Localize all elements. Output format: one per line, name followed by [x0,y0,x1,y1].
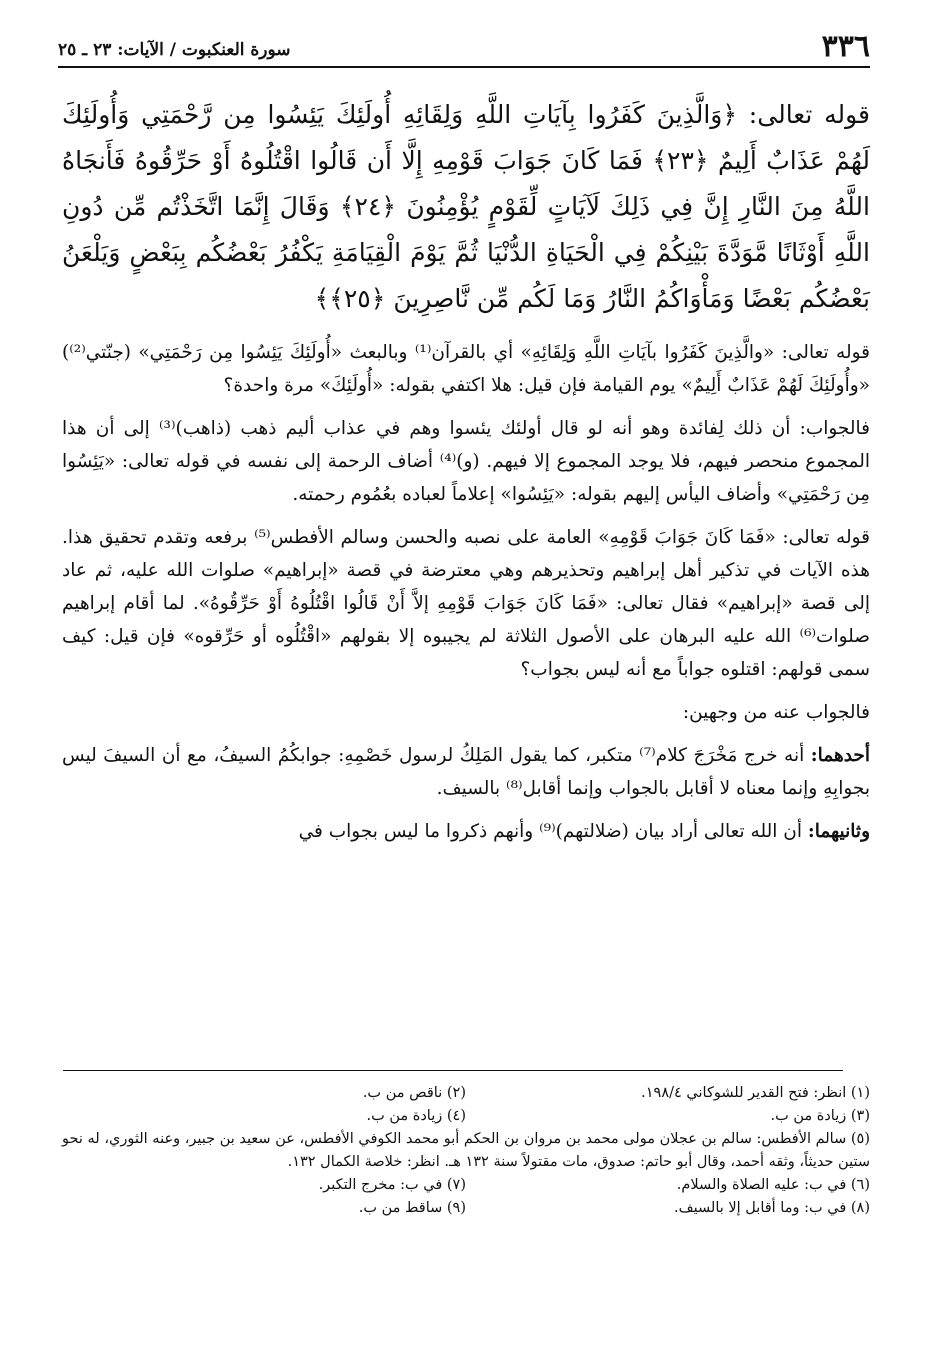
running-title: سورة العنكبوت / الآيات: ٢٣ ـ ٢٥ [58,40,291,60]
footnote-3: (٣) زيادة من ب. [770,1108,870,1124]
footnote-row [62,1105,870,1128]
footnote-7: (٧) في ب: مخرج التكبر. [318,1177,466,1193]
paragraph-5-text: أنه خرج مَخْرَجَ كلام⁽⁷⁾ متكبر، كما يقول المَلِكُ لرسول خَصْمِهِ: جوابكُمُ السيفُ، مع أن السيفَ ليس بجوابِهِ وإنما معناه لا أقابل بالجواب وإنما أقابل⁽⁸⁾ بالسيف. [62,745,870,799]
footnotes [62,1082,870,1220]
footnote-5: (٥) سالم الأفطس: سالم بن عجلان مولى محمد بن مروان بن الحكم أبو محمد الكوفي الأفطس، عن سعيد بن جبير، وعنه الثوري، له نحو ستين حديثاً، وثقه أحمد، وقال أبو حاتم: صدوق، مات مقتولاً سنة ١٣٢ هـ. انظر: خلاصة الكمال ١٣٢. [62,1131,870,1170]
footnote-4: (٤) زيادة من ب. [366,1108,466,1124]
paragraph-1: قوله تعالى: «والَّذِينَ كَفَرُوا بآيَاتِ اللَّهِ وَلِقَائِهِ» أي بالقرآن⁽¹⁾ وبالبعث «أُولَئِكَ يَئِسُوا مِن رَحْمَتِي» (جنّتي⁽²⁾) «وأُولَئِكَ لَهُمْ عَذَابٌ أَلِيمٌ» يوم القيامة فإن قيل: هلا اكتفي بقوله: «أُولَئِكَ» مرة واحدة؟ [62,342,870,396]
paragraph-3: قوله تعالى: «فَمَا كَانَ جَوَابَ قَوْمِهِ» العامة على نصبه والحسن وسالم الأفطس⁽⁵⁾ برفعه وتقدم تحقيق هذا. هذه الآيات في تذكير أهل إبراهيم وتحذيرهم وهي معترضة في قصة «إبراهيم» صلوات الله عليه، ثم عاد إلى قصة «إبراهيم» فقال تعالى: «فَمَا كَانَ جَوَابَ قَوْمِهِ إلاَّ أَنْ قَالُوا اقْتُلُوهُ أَوْ حَرِّقُوهُ». لما أقام إبراهيم صلوات⁽⁶⁾ الله عليه البرهان على الأصول الثلاثة لم يجيبوه إلا بقولهم «اقْتُلُوه أو حَرِّقوه» فإن قيل: كيف سمى قولهم: اقتلوه جواباً مع أنه ليس بجواب؟ [62,527,870,680]
footnote-row [62,1082,870,1105]
paragraph-5 [62,739,870,805]
footnote-1: (١) انظر: فتح القدير للشوكاني ١٩٨/٤. [641,1085,870,1101]
quran-verse-block: قوله تعالى: ﴿وَالَّذِينَ كَفَرُوا بِآيَاتِ اللَّهِ وَلِقَائِهِ أُولَئِكَ يَئِسُوا مِن رَّحْمَتِي وَأُولَئِكَ لَهُمْ عَذَابٌ أَلِيمٌ ﴿٢٣﴾ فَمَا كَانَ جَوَابَ قَوْمِهِ إِلَّا أَن قَالُوا اقْتُلُوهُ أَوْ حَرِّقُوهُ فَأَنجَاهُ اللَّهُ مِنَ النَّارِ إِنَّ فِي ذَلِكَ لَآيَاتٍ لِّقَوْمٍ يُؤْمِنُونَ ﴿٢٤﴾ وَقَالَ إِنَّمَا اتَّخَذْتُم مِّن دُونِ اللَّهِ أَوْثَانًا مَّوَدَّةَ بَيْنِكُمْ فِي الْحَيَاةِ الدُّنْيَا ثُمَّ يَوْمَ الْقِيَامَةِ يَكْفُرُ بَعْضُكُم بِبَعْضٍ وَيَلْعَنُ بَعْضُكُم بَعْضًا وَمَأْوَاكُمُ النَّارُ وَمَا لَكُم مِّن نَّاصِرِينَ ﴿٢٥﴾﴾ [62,100,870,313]
footnote-row [62,1197,870,1220]
paragraph-6 [62,815,870,848]
main-text [62,92,870,858]
paragraph-4: فالجواب عنه من وجهين: [682,702,870,723]
footnote-8: (٨) في ب: وما أقابل إلا بالسيف. [673,1200,870,1216]
page-header [58,22,870,68]
paragraph-6-lead: وثانيهما: [807,821,870,842]
paragraph-2: فالجواب: أن ذلك لِفائدة وهو أنه لو قال أولئك يئسوا وهم في عذاب أليم ذهب (ذاهب)⁽³⁾ إلى أن هذا المجموع منحصر فيهم، فلا يوجد المجموع إلا فيهم. (و)⁽⁴⁾ أضاف الرحمة إلى نفسه في قوله تعالى: «يَئِسُوا مِن رَحْمَتِي» وأضاف اليأس إليهم بقوله: «يَئِسُوا» إعلاماً لعباده بعُمُوم رحمته. [62,418,870,505]
paragraph-6-text: أن الله تعالى أراد بيان (ضلالتهم)⁽⁹⁾ وأنهم ذكروا ما ليس بجواب في [298,821,808,842]
footnote-6: (٦) في ب: عليه الصلاة والسلام. [676,1177,870,1193]
footnote-9: (٩) ساقط من ب. [358,1200,466,1216]
footnote-2: (٢) ناقص من ب. [362,1085,466,1101]
paragraph-5-lead: أحدهما: [810,745,870,766]
footnote-row [62,1174,870,1197]
footnote-divider [63,1070,843,1071]
page-number: ٣٣٦ [821,29,870,64]
